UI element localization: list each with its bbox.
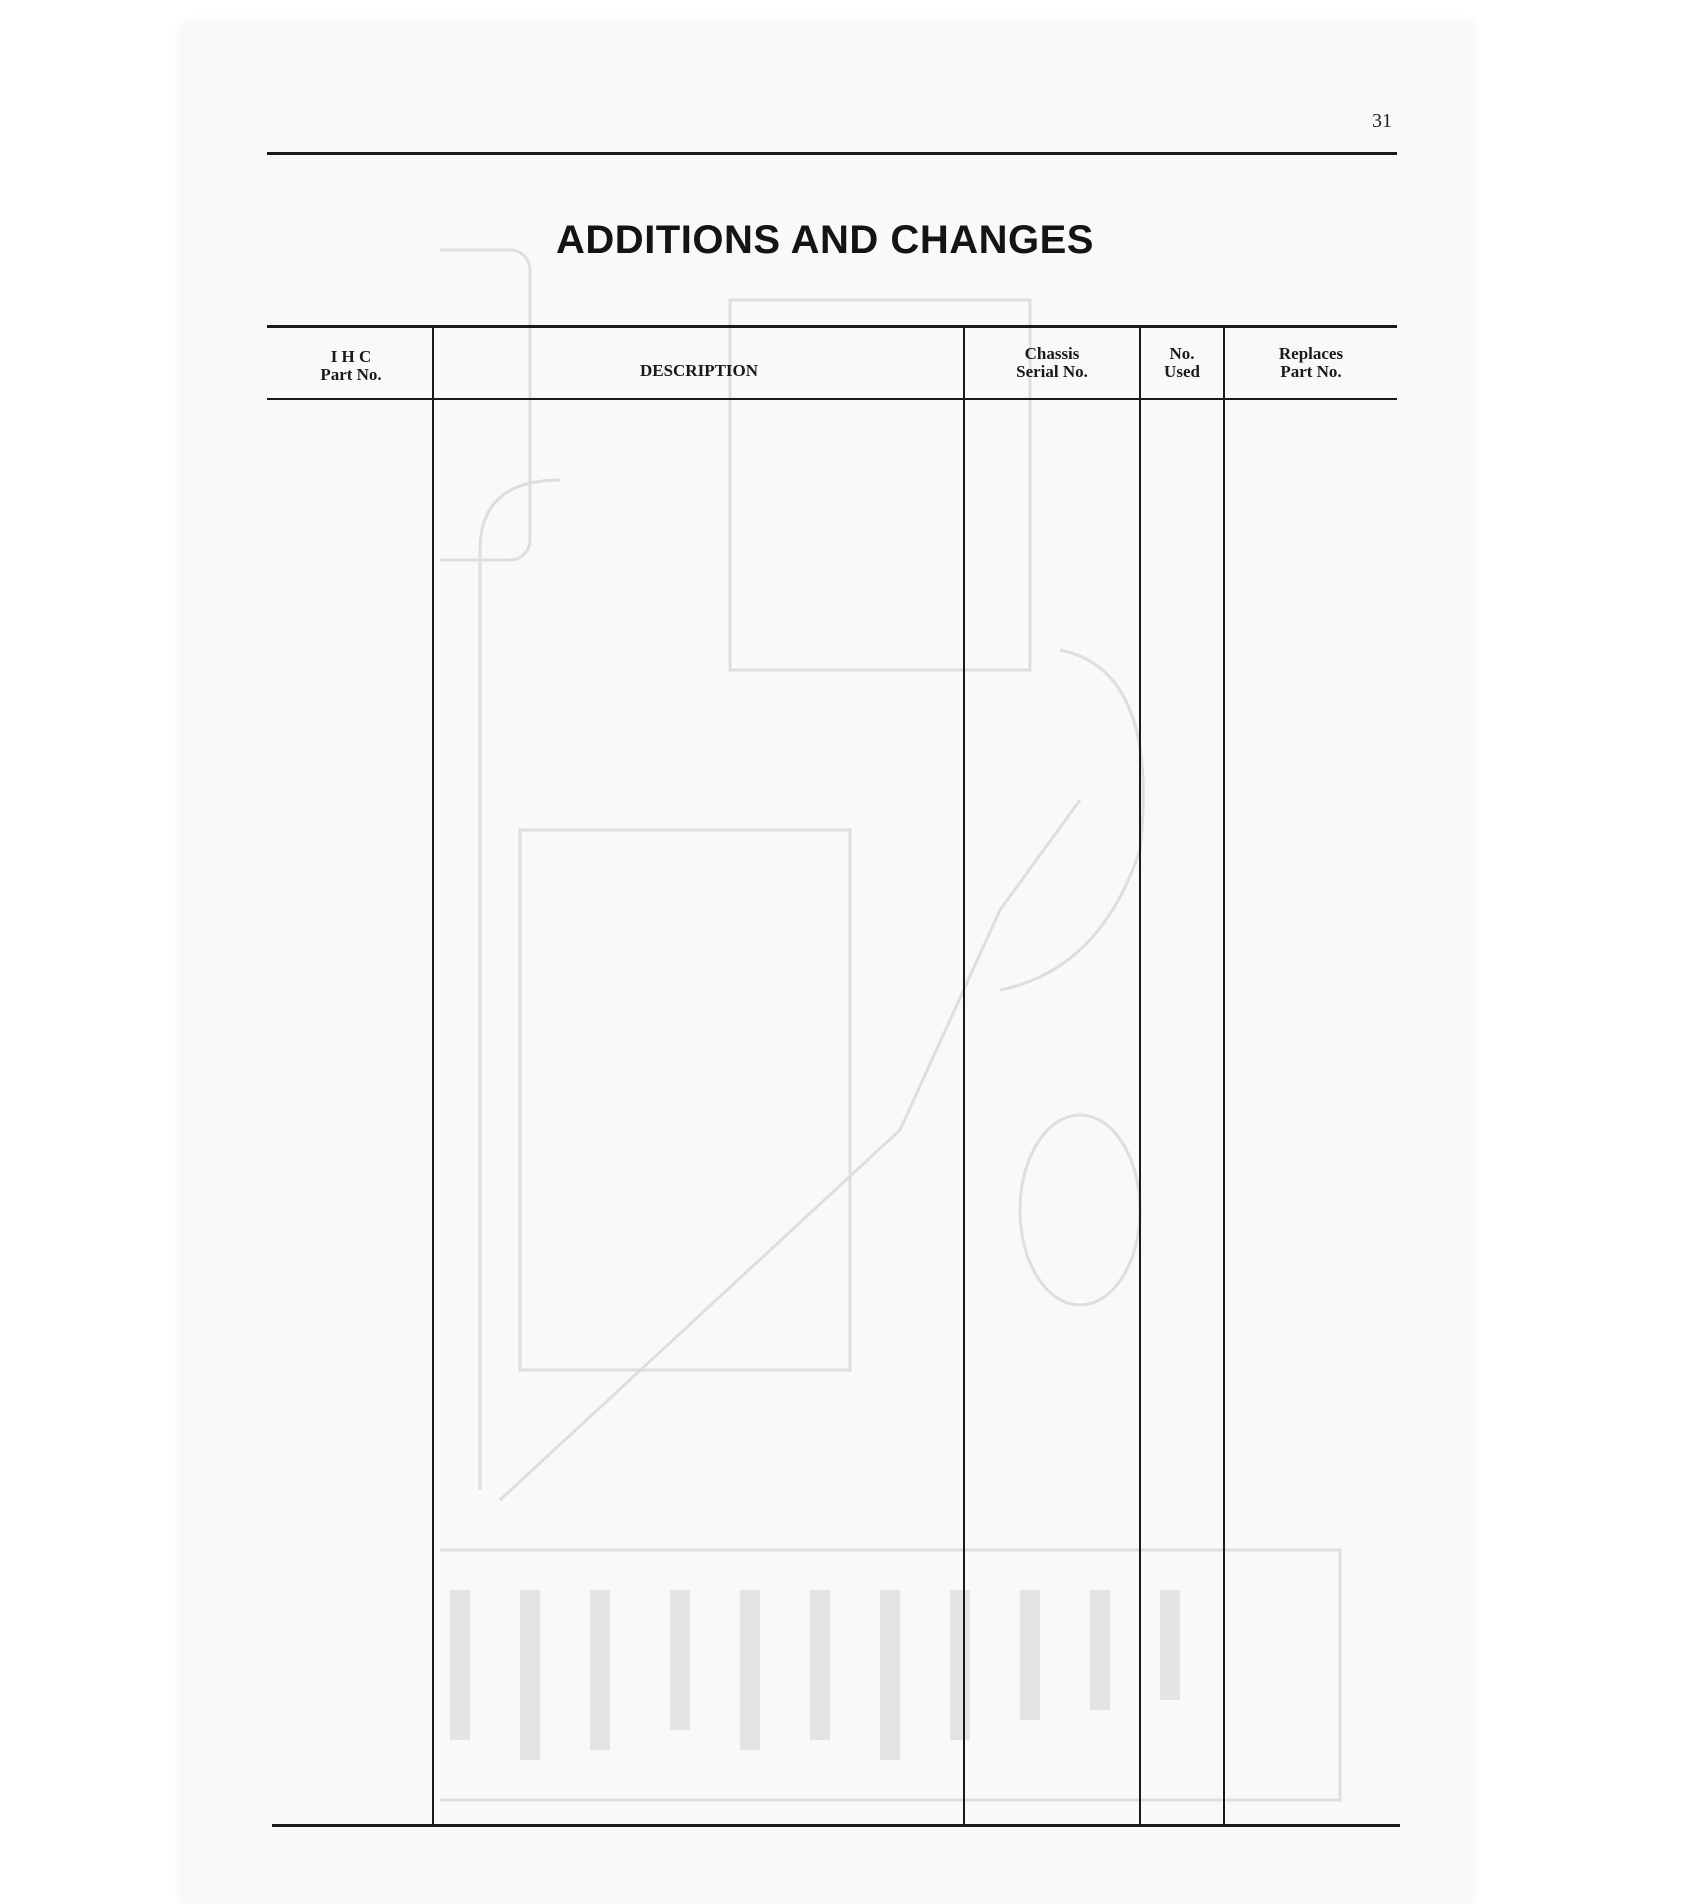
column-header-line: Part No. <box>320 365 382 384</box>
column-header-replaces-part-no <box>1226 345 1396 381</box>
column-header-line: Chassis <box>1024 344 1080 363</box>
column-header-ihc-part-no <box>270 348 432 384</box>
column-header-no-used <box>1142 345 1222 381</box>
page-number: 31 <box>1372 110 1392 132</box>
table-bottom-rule <box>272 1824 1400 1827</box>
column-divider <box>1223 328 1225 1826</box>
column-header-line: Serial No. <box>1016 362 1088 381</box>
column-header-line: Replaces <box>1278 344 1344 363</box>
column-header-description <box>436 362 962 380</box>
column-divider <box>963 328 965 1826</box>
column-divider <box>432 328 434 1826</box>
column-header-line: Used <box>1164 362 1200 381</box>
column-header-line: DESCRIPTION <box>639 361 759 380</box>
page-title: ADDITIONS AND CHANGES <box>556 218 1094 262</box>
column-header-line: No. <box>1169 344 1195 363</box>
column-header-chassis-serial-no <box>966 345 1138 381</box>
scanned-page <box>185 22 1475 1902</box>
column-divider <box>1139 328 1141 1826</box>
top-rule <box>267 152 1397 155</box>
table-header-rule <box>267 398 1397 400</box>
column-header-line: I H C <box>330 347 372 366</box>
column-header-line: Part No. <box>1280 362 1342 381</box>
table-top-rule <box>267 325 1397 328</box>
